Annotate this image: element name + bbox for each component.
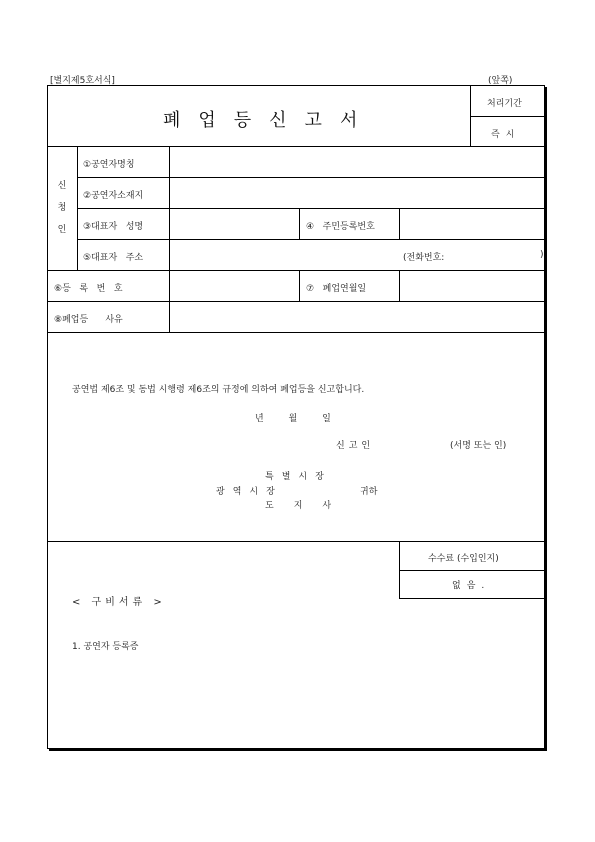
rule — [77, 208, 545, 209]
rule — [470, 116, 545, 117]
rule — [299, 270, 300, 301]
performer-name-field[interactable] — [171, 148, 543, 176]
rule — [47, 301, 545, 302]
closure-reason-field[interactable] — [171, 303, 543, 331]
reg-no-label: ⑥등 록 번 호 — [54, 284, 123, 294]
performer-name-label: ①공연자명칭 — [83, 160, 135, 170]
rule — [399, 541, 400, 598]
rule — [47, 541, 545, 542]
date-line: 년 월 일 — [255, 414, 331, 424]
rule — [399, 208, 400, 239]
rule — [47, 270, 545, 271]
rep-name-label: ③대표자 성명 — [83, 222, 144, 232]
rule — [169, 146, 170, 332]
processing-period-value: 즉시 — [491, 130, 521, 140]
phone-label: (전화번호: — [403, 253, 445, 263]
closure-date-field[interactable] — [401, 272, 543, 300]
required-docs-title: < 구비서류 > — [72, 597, 166, 608]
addressee-metro-city: 광역시장 — [216, 487, 283, 497]
rule — [47, 332, 545, 333]
rep-name-field[interactable] — [171, 210, 297, 238]
rep-address-field[interactable] — [171, 241, 399, 269]
signature-note: (서명 또는 인) — [450, 441, 507, 451]
addressee-special-city: 특별시장 — [265, 472, 332, 482]
closure-date-label: ⑦ 폐업연월일 — [306, 284, 367, 294]
form-title: 폐업등신고서 — [163, 110, 376, 131]
addressee-province: 도지사 — [265, 501, 352, 511]
honorific: 귀하 — [360, 487, 378, 497]
required-doc-item: 1. 공연자 등록증 — [72, 642, 139, 652]
rule — [77, 239, 545, 240]
applicant-label: 신청인 — [57, 181, 67, 235]
resident-no-label: ④ 주민등록번호 — [306, 222, 375, 232]
phone-close: ) — [540, 250, 544, 260]
rule — [470, 85, 471, 146]
rule — [399, 570, 545, 571]
processing-period-label: 처리기간 — [487, 99, 522, 109]
rule — [47, 146, 545, 147]
performer-address-field[interactable] — [171, 179, 543, 207]
form-id: [별지제5호서식] — [50, 76, 115, 86]
reg-no-field[interactable] — [171, 272, 297, 300]
rep-address-label: ⑤대표자 주소 — [83, 253, 144, 263]
fee-value: 없음. — [452, 581, 491, 591]
page-side: (앞쪽) — [488, 76, 513, 86]
rule — [399, 598, 545, 599]
statement-text: 공연법 제6조 및 동법 시행령 제6조의 규정에 의하여 폐업등을 신고합니다. — [72, 385, 365, 395]
rule — [399, 270, 400, 301]
closure-reason-label: ⑧폐업등 사유 — [54, 315, 123, 325]
performer-address-label: ②공연자소재지 — [83, 191, 144, 201]
rule — [299, 208, 300, 239]
resident-no-field[interactable] — [401, 210, 543, 238]
reporter-label: 신고인 — [336, 441, 375, 451]
fee-label: 수수료 (수입인지) — [428, 554, 499, 564]
rule — [77, 146, 78, 270]
rule — [77, 177, 545, 178]
